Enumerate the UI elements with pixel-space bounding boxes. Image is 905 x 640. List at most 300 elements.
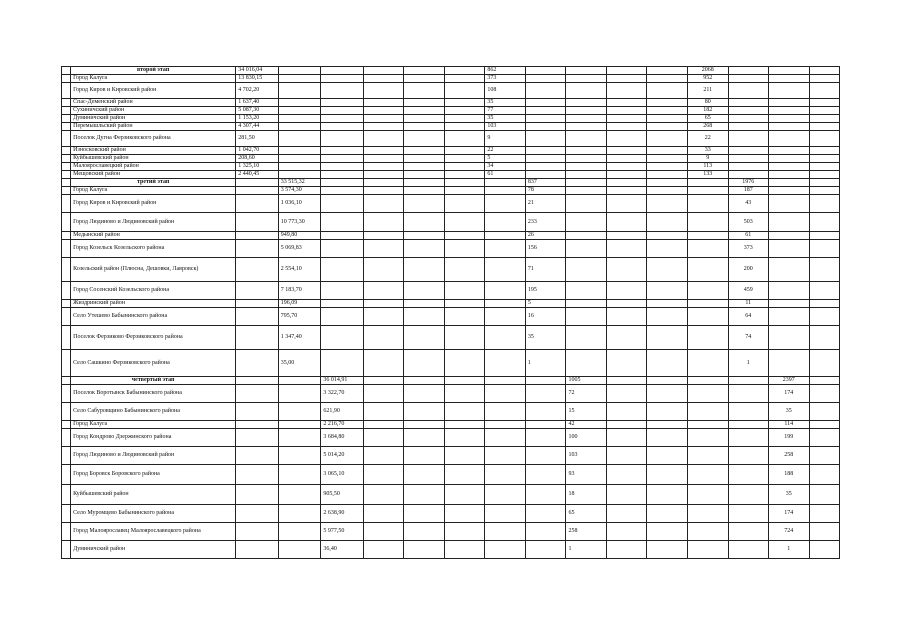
total-cell: 952 xyxy=(687,75,728,83)
blank-cell xyxy=(404,377,445,385)
blank-cell xyxy=(444,429,485,447)
table-row xyxy=(62,523,840,541)
count-cell xyxy=(525,385,566,403)
table-row xyxy=(62,131,840,147)
blank-cell xyxy=(647,485,688,505)
count-cell: 5 xyxy=(525,300,566,308)
row-marker-cell xyxy=(62,447,71,465)
blank-cell xyxy=(647,429,688,447)
blank-cell xyxy=(404,300,445,308)
row-marker-cell xyxy=(62,505,71,523)
amount-cell xyxy=(321,195,364,213)
amount-cell xyxy=(278,83,321,99)
blank-cell xyxy=(809,187,839,195)
blank-cell xyxy=(363,429,404,447)
territory-name: Мещовский район xyxy=(71,171,236,179)
blank-cell xyxy=(404,258,445,282)
blank-cell xyxy=(606,429,647,447)
count-cell xyxy=(566,115,607,123)
stage-row xyxy=(62,179,840,187)
count-cell xyxy=(485,282,526,300)
amount-cell xyxy=(236,179,279,187)
count-cell xyxy=(566,179,607,187)
amount-cell xyxy=(236,403,279,421)
blank-cell xyxy=(404,240,445,258)
amount-cell xyxy=(236,213,279,232)
count-cell xyxy=(525,83,566,99)
total-cell xyxy=(728,421,769,429)
blank-cell xyxy=(444,83,485,99)
blank-cell xyxy=(444,385,485,403)
blank-cell xyxy=(404,429,445,447)
row-marker-cell xyxy=(62,523,71,541)
total-cell: 1 xyxy=(769,541,810,559)
row-marker-cell xyxy=(62,240,71,258)
amount-cell xyxy=(236,240,279,258)
count-cell xyxy=(485,300,526,308)
table-row xyxy=(62,187,840,195)
blank-cell xyxy=(647,447,688,465)
blank-cell xyxy=(444,99,485,107)
blank-cell xyxy=(606,240,647,258)
territory-name: Город Кондрово Дзержинского района xyxy=(71,429,236,447)
amount-cell xyxy=(236,308,279,326)
count-cell: 42 xyxy=(566,421,607,429)
total-cell xyxy=(728,115,769,123)
count-cell xyxy=(566,240,607,258)
count-cell xyxy=(566,107,607,115)
blank-cell xyxy=(809,485,839,505)
blank-cell xyxy=(444,232,485,240)
blank-cell xyxy=(363,377,404,385)
row-marker-cell xyxy=(62,403,71,421)
territory-name: Город Киров и Кировский район xyxy=(71,83,236,99)
blank-cell xyxy=(363,187,404,195)
blank-cell xyxy=(809,282,839,300)
blank-cell xyxy=(809,99,839,107)
total-cell: 35 xyxy=(769,403,810,421)
blank-cell xyxy=(809,179,839,187)
blank-cell xyxy=(363,258,404,282)
blank-cell xyxy=(809,67,839,75)
total-cell xyxy=(769,258,810,282)
blank-cell xyxy=(647,163,688,171)
total-cell xyxy=(728,447,769,465)
count-cell xyxy=(525,67,566,75)
blank-cell xyxy=(444,107,485,115)
total-cell xyxy=(769,240,810,258)
blank-cell xyxy=(809,213,839,232)
table-row xyxy=(62,123,840,131)
table-row xyxy=(62,195,840,213)
count-cell xyxy=(485,213,526,232)
territory-name: Жиздринский район xyxy=(71,300,236,308)
blank-cell xyxy=(809,505,839,523)
blank-cell xyxy=(444,485,485,505)
count-cell xyxy=(525,465,566,485)
blank-cell xyxy=(444,179,485,187)
total-cell xyxy=(687,465,728,485)
total-cell xyxy=(769,75,810,83)
blank-cell xyxy=(809,147,839,155)
count-cell: 35 xyxy=(485,115,526,123)
total-cell: 174 xyxy=(769,505,810,523)
total-cell xyxy=(728,131,769,147)
total-cell xyxy=(769,179,810,187)
blank-cell xyxy=(444,308,485,326)
count-cell: 34 xyxy=(485,163,526,171)
amount-cell xyxy=(278,163,321,171)
total-cell xyxy=(687,403,728,421)
amount-cell xyxy=(278,99,321,107)
blank-cell xyxy=(606,403,647,421)
territory-name: Город Сосенский Козельского района xyxy=(71,282,236,300)
blank-cell xyxy=(444,421,485,429)
blank-cell xyxy=(809,326,839,350)
amount-cell: 795,70 xyxy=(278,308,321,326)
count-cell: 837 xyxy=(525,179,566,187)
resettlement-table xyxy=(61,66,840,559)
table-row xyxy=(62,107,840,115)
total-cell xyxy=(687,485,728,505)
row-marker-cell xyxy=(62,83,71,99)
total-cell xyxy=(728,505,769,523)
row-marker-cell xyxy=(62,258,71,282)
blank-cell xyxy=(363,300,404,308)
total-cell xyxy=(687,523,728,541)
blank-cell xyxy=(444,155,485,163)
total-cell xyxy=(728,523,769,541)
amount-cell xyxy=(236,377,279,385)
count-cell: 18 xyxy=(566,485,607,505)
blank-cell xyxy=(404,123,445,131)
total-cell xyxy=(769,171,810,179)
amount-cell xyxy=(321,171,364,179)
blank-cell xyxy=(404,447,445,465)
count-cell xyxy=(485,179,526,187)
table-row xyxy=(62,350,840,377)
total-cell: 43 xyxy=(728,195,769,213)
count-cell: 195 xyxy=(525,282,566,300)
blank-cell xyxy=(647,171,688,179)
count-cell: 21 xyxy=(525,195,566,213)
total-cell xyxy=(769,123,810,131)
amount-cell: 1 325,10 xyxy=(236,163,279,171)
count-cell xyxy=(485,447,526,465)
count-cell: 71 xyxy=(525,258,566,282)
row-marker-cell xyxy=(62,485,71,505)
count-cell: 233 xyxy=(525,213,566,232)
count-cell: 15 xyxy=(566,403,607,421)
amount-cell xyxy=(321,232,364,240)
blank-cell xyxy=(363,155,404,163)
total-cell: 11 xyxy=(728,300,769,308)
amount-cell xyxy=(278,147,321,155)
blank-cell xyxy=(404,308,445,326)
blank-cell xyxy=(647,232,688,240)
amount-cell xyxy=(278,541,321,559)
total-cell xyxy=(769,308,810,326)
total-cell: 199 xyxy=(769,429,810,447)
total-cell: 114 xyxy=(769,421,810,429)
amount-cell xyxy=(236,541,279,559)
blank-cell xyxy=(404,179,445,187)
count-cell xyxy=(525,485,566,505)
blank-cell xyxy=(647,240,688,258)
count-cell: 5 xyxy=(485,155,526,163)
count-cell xyxy=(566,123,607,131)
count-cell xyxy=(485,240,526,258)
table-row xyxy=(62,240,840,258)
count-cell: 93 xyxy=(566,465,607,485)
blank-cell xyxy=(809,123,839,131)
amount-cell: 208,60 xyxy=(236,155,279,163)
blank-cell xyxy=(809,429,839,447)
blank-cell xyxy=(404,282,445,300)
amount-cell xyxy=(278,115,321,123)
blank-cell xyxy=(606,541,647,559)
amount-cell: 4 307,44 xyxy=(236,123,279,131)
blank-cell xyxy=(809,83,839,99)
blank-cell xyxy=(444,541,485,559)
blank-cell xyxy=(363,282,404,300)
blank-cell xyxy=(444,326,485,350)
blank-cell xyxy=(647,421,688,429)
blank-cell xyxy=(647,385,688,403)
amount-cell: 3 574,30 xyxy=(278,187,321,195)
blank-cell xyxy=(606,308,647,326)
amount-cell xyxy=(236,465,279,485)
amount-cell xyxy=(278,171,321,179)
total-cell xyxy=(769,67,810,75)
count-cell: 103 xyxy=(566,447,607,465)
count-cell: 862 xyxy=(485,67,526,75)
amount-cell xyxy=(321,107,364,115)
count-cell xyxy=(485,429,526,447)
territory-name: Куйбышевский район xyxy=(71,155,236,163)
count-cell xyxy=(525,377,566,385)
blank-cell xyxy=(647,350,688,377)
count-cell: 22 xyxy=(485,147,526,155)
amount-cell xyxy=(321,147,364,155)
total-cell xyxy=(687,282,728,300)
blank-cell xyxy=(647,300,688,308)
blank-cell xyxy=(404,213,445,232)
total-cell xyxy=(769,99,810,107)
blank-cell xyxy=(444,213,485,232)
total-cell: 33 xyxy=(687,147,728,155)
territory-name: Город Калуга xyxy=(71,187,236,195)
row-marker-cell xyxy=(62,163,71,171)
blank-cell xyxy=(363,179,404,187)
blank-cell xyxy=(809,115,839,123)
blank-cell xyxy=(647,505,688,523)
territory-name: Поселок Воротынск Бабынинского района xyxy=(71,385,236,403)
territory-name: Город Киров и Кировский район xyxy=(71,195,236,213)
row-marker-cell xyxy=(62,308,71,326)
count-cell xyxy=(525,131,566,147)
amount-cell xyxy=(236,385,279,403)
blank-cell xyxy=(404,232,445,240)
row-marker-cell xyxy=(62,385,71,403)
blank-cell xyxy=(647,282,688,300)
total-cell xyxy=(769,107,810,115)
table-row xyxy=(62,99,840,107)
count-cell xyxy=(566,350,607,377)
table-row xyxy=(62,155,840,163)
amount-cell xyxy=(321,67,364,75)
total-cell xyxy=(728,83,769,99)
amount-cell: 2 554,10 xyxy=(278,258,321,282)
count-cell: 77 xyxy=(485,107,526,115)
count-cell xyxy=(525,541,566,559)
total-cell xyxy=(728,99,769,107)
count-cell: 35 xyxy=(525,326,566,350)
table-row xyxy=(62,505,840,523)
total-cell xyxy=(728,75,769,83)
count-cell xyxy=(485,385,526,403)
total-cell xyxy=(728,171,769,179)
total-cell xyxy=(728,541,769,559)
total-cell xyxy=(728,377,769,385)
row-marker-cell xyxy=(62,350,71,377)
count-cell xyxy=(566,75,607,83)
blank-cell xyxy=(647,179,688,187)
amount-cell: 3 065,10 xyxy=(321,465,364,485)
count-cell xyxy=(566,300,607,308)
territory-name: Город Козельск Козельского района xyxy=(71,240,236,258)
count-cell xyxy=(485,232,526,240)
count-cell xyxy=(485,258,526,282)
amount-cell: 1 153,20 xyxy=(236,115,279,123)
blank-cell xyxy=(606,232,647,240)
amount-cell xyxy=(236,282,279,300)
amount-cell xyxy=(321,282,364,300)
blank-cell xyxy=(647,99,688,107)
count-cell xyxy=(566,99,607,107)
amount-cell: 10 773,30 xyxy=(278,213,321,232)
amount-cell: 7 183,70 xyxy=(278,282,321,300)
count-cell xyxy=(485,326,526,350)
blank-cell xyxy=(404,505,445,523)
count-cell: 78 xyxy=(525,187,566,195)
table-row xyxy=(62,232,840,240)
blank-cell xyxy=(363,232,404,240)
blank-cell xyxy=(647,403,688,421)
territory-name: Малоярославецкий район xyxy=(71,163,236,171)
blank-cell xyxy=(404,155,445,163)
table-row xyxy=(62,258,840,282)
total-cell xyxy=(769,195,810,213)
blank-cell xyxy=(647,523,688,541)
row-marker-cell xyxy=(62,67,71,75)
table-row xyxy=(62,147,840,155)
row-marker-cell xyxy=(62,99,71,107)
blank-cell xyxy=(363,465,404,485)
blank-cell xyxy=(404,465,445,485)
blank-cell xyxy=(363,350,404,377)
row-marker-cell xyxy=(62,131,71,147)
blank-cell xyxy=(606,447,647,465)
blank-cell xyxy=(606,67,647,75)
blank-cell xyxy=(363,385,404,403)
blank-cell xyxy=(647,541,688,559)
amount-cell xyxy=(278,123,321,131)
blank-cell xyxy=(444,67,485,75)
blank-cell xyxy=(363,99,404,107)
amount-cell xyxy=(278,377,321,385)
total-cell: 80 xyxy=(687,99,728,107)
blank-cell xyxy=(647,67,688,75)
blank-cell xyxy=(404,75,445,83)
amount-cell: 5 977,50 xyxy=(321,523,364,541)
total-cell xyxy=(687,505,728,523)
total-cell xyxy=(728,67,769,75)
total-cell: 35 xyxy=(769,485,810,505)
count-cell xyxy=(485,350,526,377)
table-row xyxy=(62,385,840,403)
blank-cell xyxy=(809,155,839,163)
amount-cell: 34 016,04 xyxy=(236,67,279,75)
amount-cell xyxy=(278,429,321,447)
territory-name: Думиничский район xyxy=(71,541,236,559)
row-marker-cell xyxy=(62,541,71,559)
blank-cell xyxy=(363,131,404,147)
total-cell xyxy=(728,107,769,115)
total-cell xyxy=(728,155,769,163)
blank-cell xyxy=(404,541,445,559)
total-cell xyxy=(687,232,728,240)
blank-cell xyxy=(444,187,485,195)
total-cell xyxy=(687,385,728,403)
table-row xyxy=(62,421,840,429)
row-marker-cell xyxy=(62,187,71,195)
blank-cell xyxy=(363,523,404,541)
amount-cell xyxy=(321,179,364,187)
blank-cell xyxy=(363,163,404,171)
total-cell: 200 xyxy=(728,258,769,282)
blank-cell xyxy=(444,505,485,523)
count-cell xyxy=(525,123,566,131)
stage-title: второй этап xyxy=(71,67,236,75)
table-row xyxy=(62,163,840,171)
amount-cell: 1 637,40 xyxy=(236,99,279,107)
territory-name: Город Калуга xyxy=(71,75,236,83)
count-cell: 16 xyxy=(525,308,566,326)
blank-cell xyxy=(606,75,647,83)
blank-cell xyxy=(444,447,485,465)
total-cell: 268 xyxy=(687,123,728,131)
blank-cell xyxy=(647,213,688,232)
amount-cell xyxy=(278,465,321,485)
blank-cell xyxy=(404,115,445,123)
blank-cell xyxy=(363,75,404,83)
amount-cell xyxy=(236,447,279,465)
total-cell: 258 xyxy=(769,447,810,465)
table-row xyxy=(62,447,840,465)
amount-cell xyxy=(321,83,364,99)
blank-cell xyxy=(606,465,647,485)
blank-cell xyxy=(363,83,404,99)
amount-cell xyxy=(321,213,364,232)
count-cell xyxy=(525,75,566,83)
count-cell xyxy=(525,171,566,179)
territory-name: Город Людиново и Людиновский район xyxy=(71,447,236,465)
count-cell xyxy=(566,258,607,282)
amount-cell xyxy=(321,123,364,131)
blank-cell xyxy=(444,465,485,485)
total-cell xyxy=(687,187,728,195)
